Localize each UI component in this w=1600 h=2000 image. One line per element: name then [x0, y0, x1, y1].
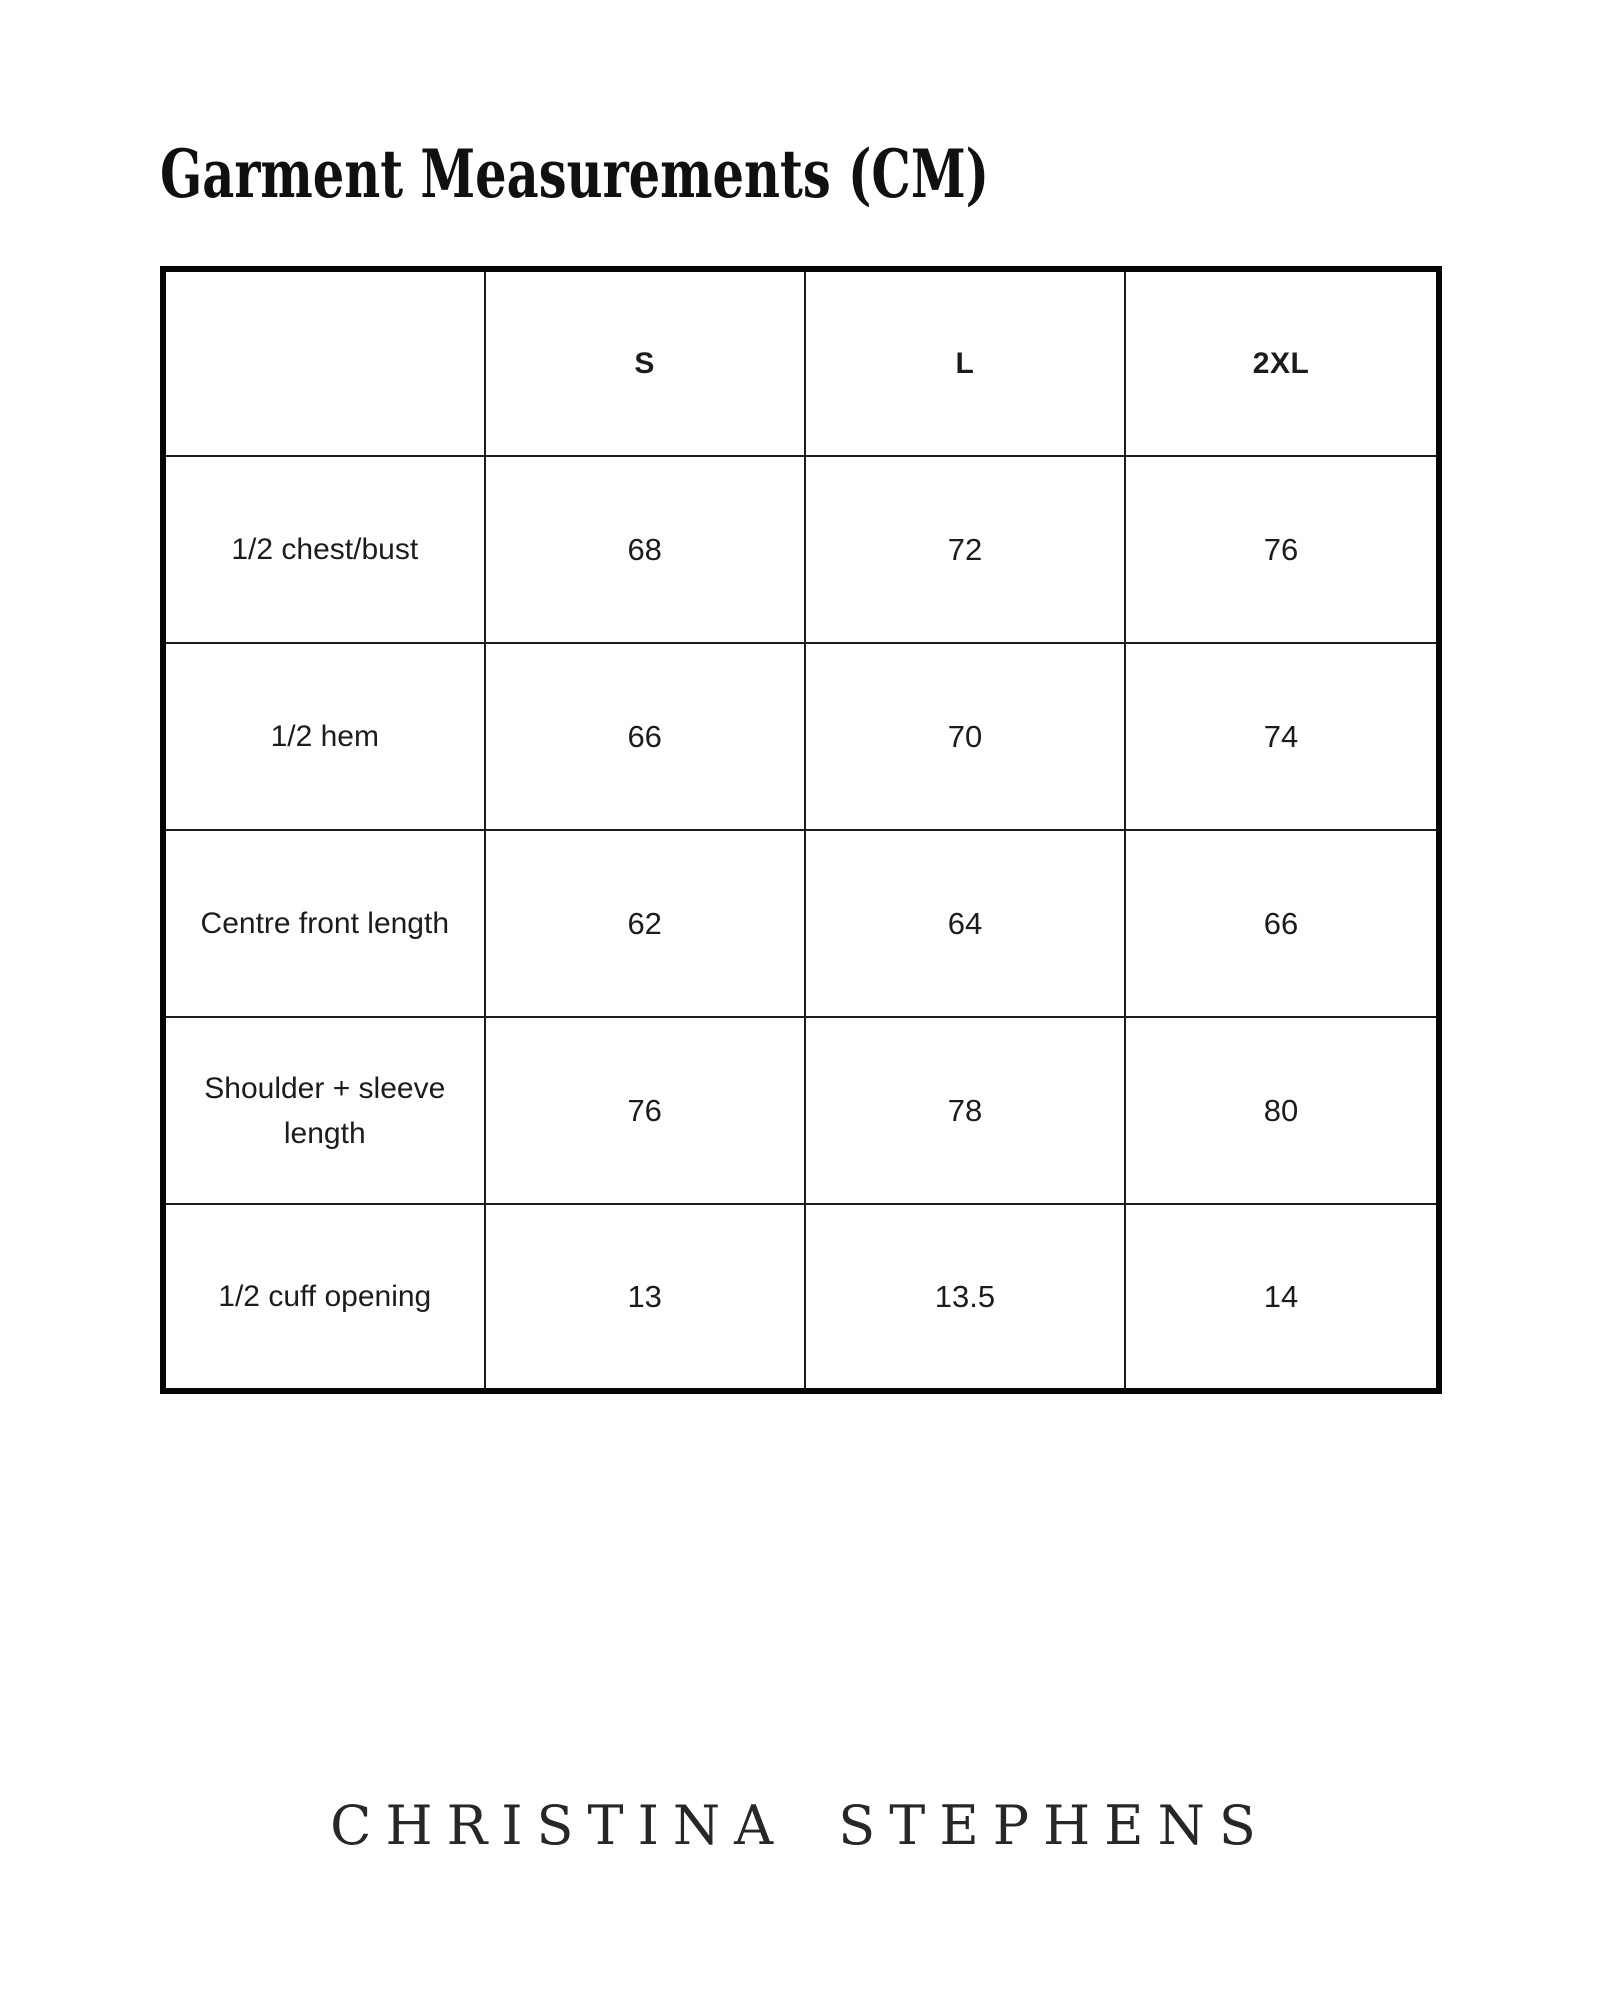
- measurement-value: 80: [1125, 1017, 1439, 1204]
- measurement-value: 13: [485, 1204, 805, 1391]
- measurement-value: 78: [805, 1017, 1125, 1204]
- measurement-value: 14: [1125, 1204, 1439, 1391]
- row-label: [163, 456, 485, 643]
- measurement-value: 74: [1125, 643, 1439, 830]
- measurement-value: 76: [485, 1017, 805, 1204]
- row-label-text: 1/2 cuff opening: [218, 1280, 432, 1313]
- measurement-value: 62: [485, 830, 805, 1017]
- measurement-value: 72: [805, 456, 1125, 643]
- row-label-text: Centre front length: [200, 907, 450, 940]
- row-label: [163, 1017, 485, 1204]
- table-row: [163, 456, 1439, 643]
- row-label-text: 1/2 hem: [270, 720, 379, 753]
- measurement-value: 13.5: [805, 1204, 1125, 1391]
- table-row: [163, 1204, 1439, 1391]
- measurement-value: 66: [485, 643, 805, 830]
- row-label: [163, 830, 485, 1017]
- table-row: [163, 830, 1439, 1017]
- column-header: 2XL: [1125, 269, 1439, 456]
- table-row: [163, 643, 1439, 830]
- header-empty-cell: [163, 269, 485, 456]
- measurements-table-body: [163, 456, 1439, 1391]
- measurement-value: 70: [805, 643, 1125, 830]
- row-label: [163, 1204, 485, 1391]
- row-label-text: 1/2 chest/bust: [231, 533, 419, 566]
- brand-logo: CHRISTINA STEPHENS: [330, 1794, 1270, 1857]
- row-label-text: Shoulder + sleeve length: [204, 1071, 446, 1150]
- column-header: S: [485, 269, 805, 456]
- column-header: L: [805, 269, 1125, 456]
- page-title: Garment Measurements (CM): [160, 135, 990, 213]
- measurement-value: 68: [485, 456, 805, 643]
- row-label: [163, 643, 485, 830]
- header-row: [163, 269, 1439, 456]
- measurement-value: 76: [1125, 456, 1439, 643]
- measurement-value: 64: [805, 830, 1125, 1017]
- table-row: [163, 1017, 1439, 1204]
- measurement-value: 66: [1125, 830, 1439, 1017]
- measurements-table: [160, 266, 1442, 1394]
